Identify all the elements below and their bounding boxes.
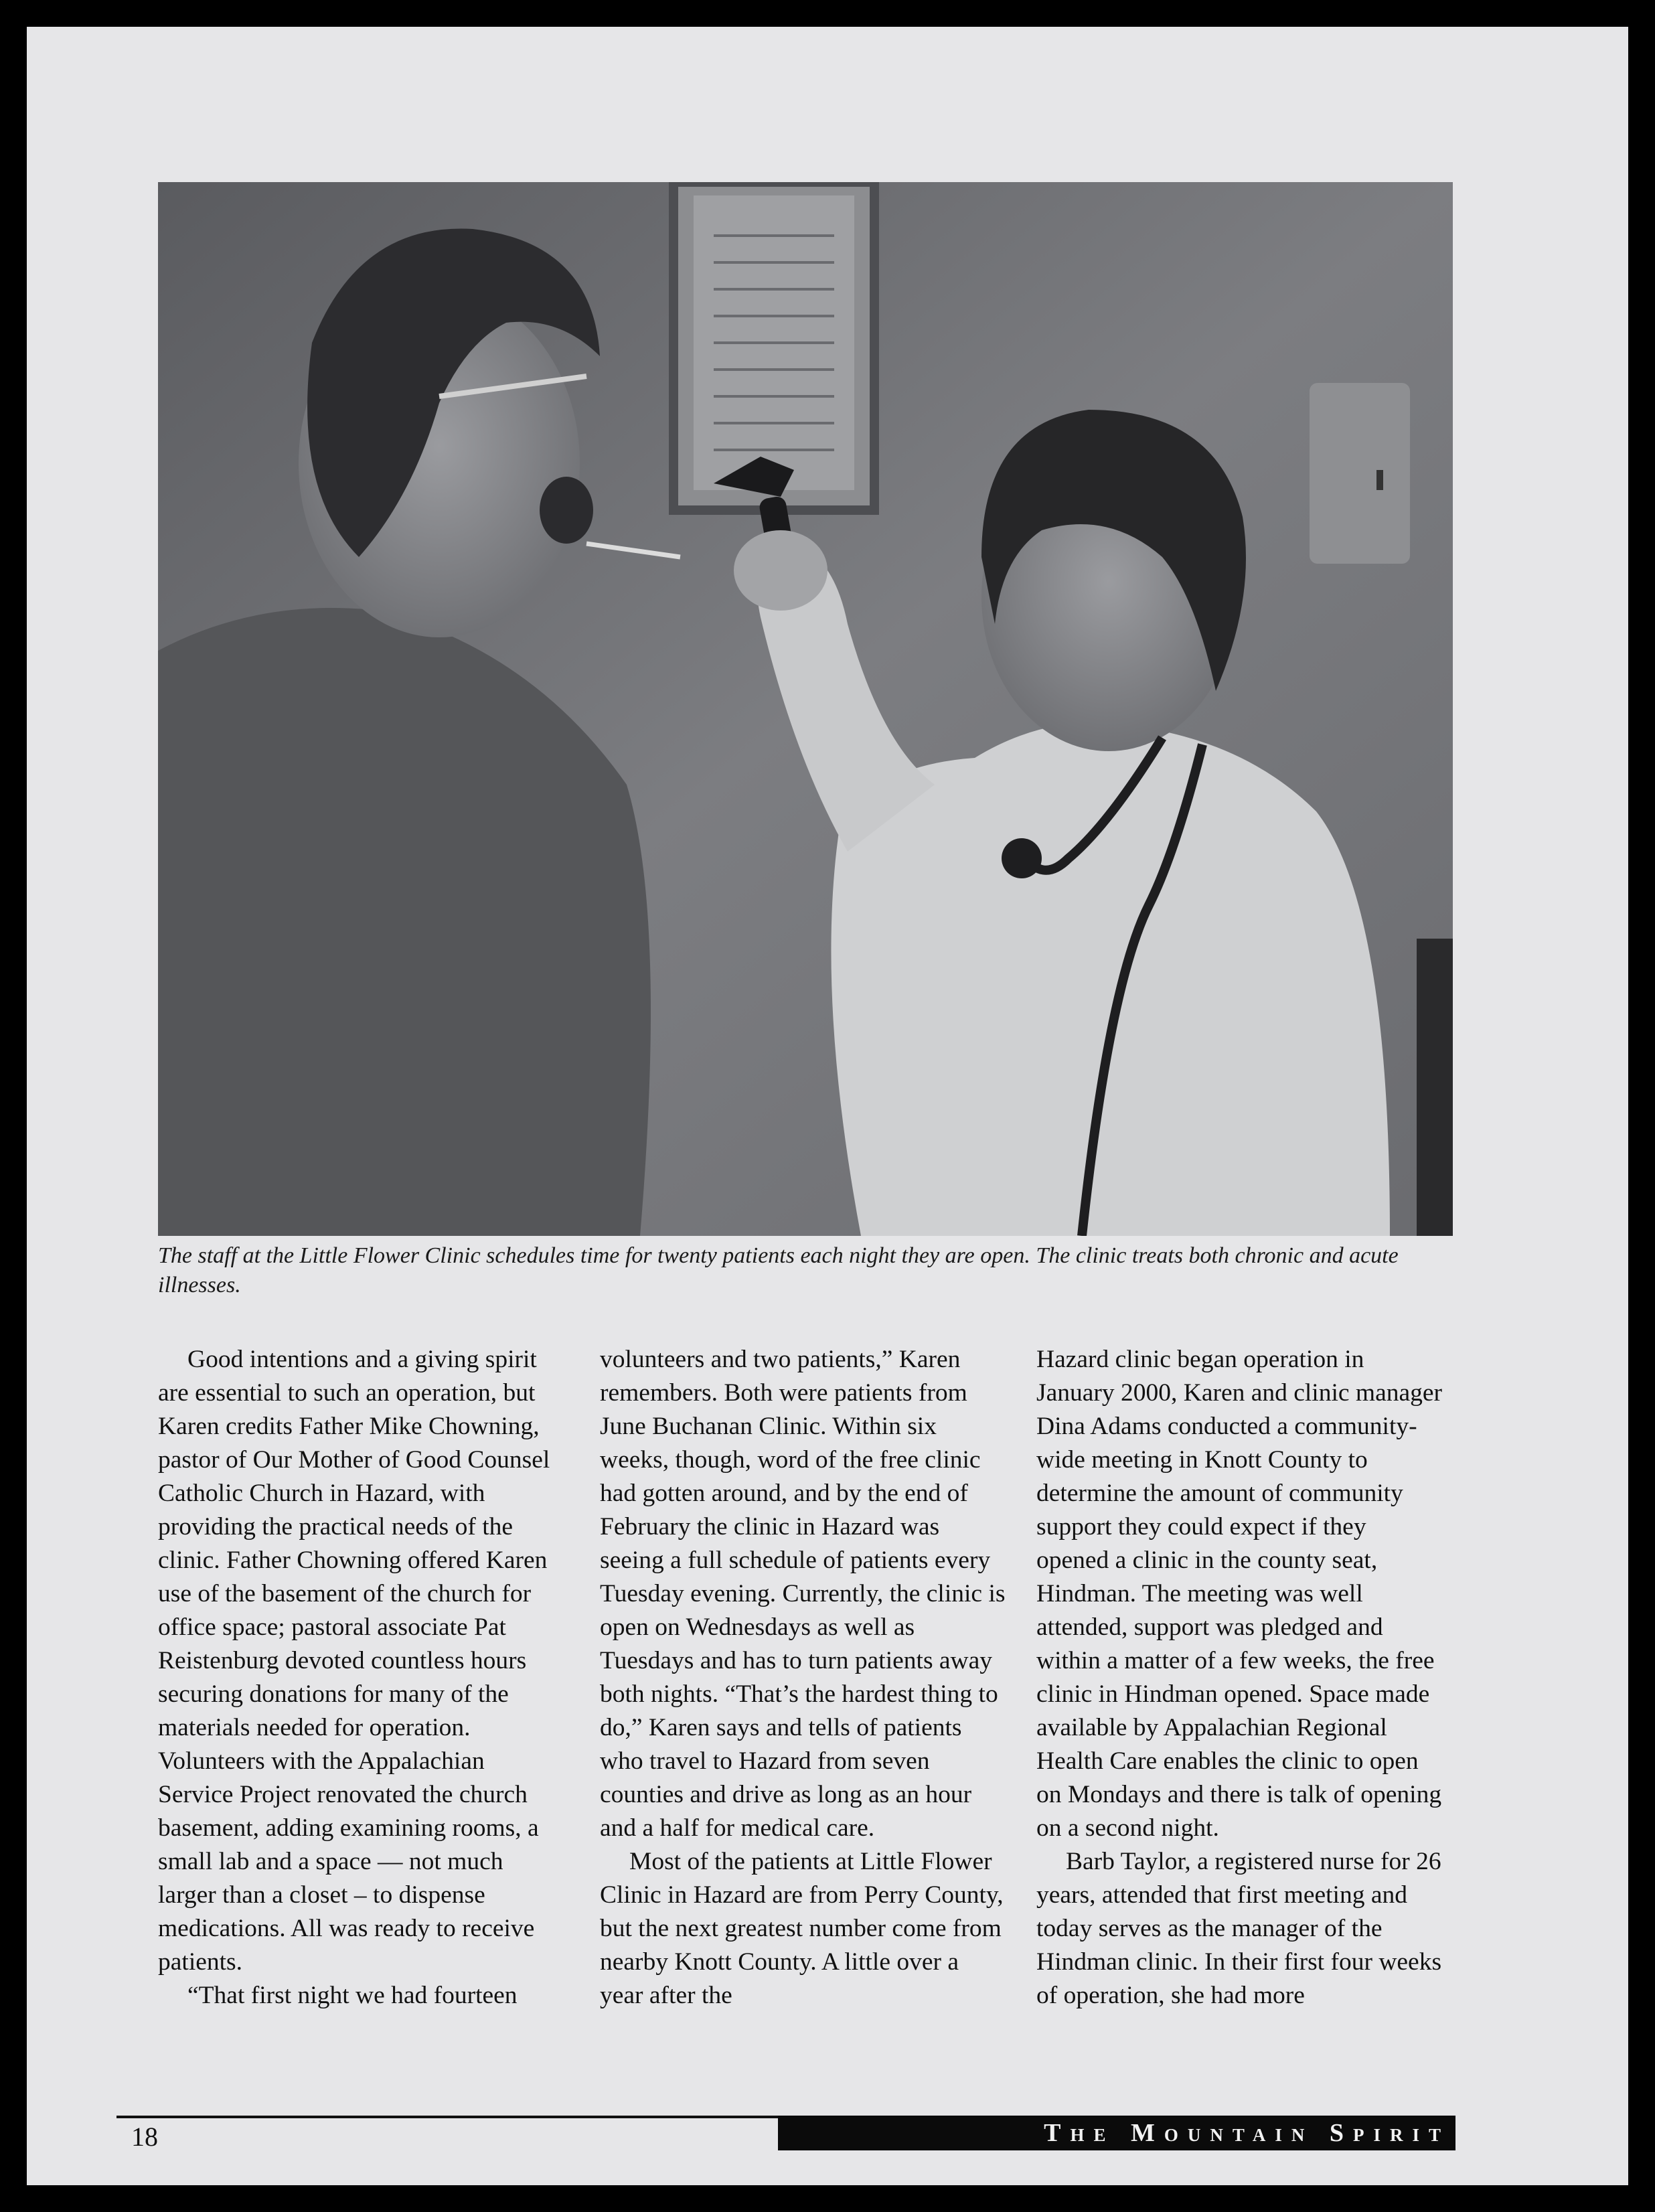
- photo-clinic-exam-icon: [158, 182, 1453, 1236]
- article-body: [158, 1343, 1453, 2053]
- article-column-2: [600, 1343, 1007, 2012]
- article-column-3: [1036, 1343, 1443, 2012]
- clinic-exam-photo: [158, 182, 1453, 1236]
- paragraph: Good intentions and a giving spirit are essential to such an operation, but Karen credits Father Mike Chowning, pastor of Our Mother of Good Counsel Catholic Church in Hazard, with providing the practical needs of the clinic. Father Chowning offered Karen use of the basement of the church for office space; pastoral associate Pat Reistenburg devoted countless hours securing donations for many of the materials needed for operation. Volunteers with the Appalachian Service Project renovated the church basement, adding examining rooms, a small lab and a space — not much larger than a closet – to dispense medications. All was ready to receive patients.: [158, 1346, 550, 1976]
- footer-rule: [116, 2116, 806, 2118]
- masthead-banner: The Mountain Spirit: [778, 2116, 1455, 2150]
- paragraph: Barb Taylor, a registered nurse for 26 years, attended that first meeting and today serves as the manager of the Hindman clinic. In their first four weeks of operation, she had more: [1036, 1848, 1442, 2009]
- paragraph: Hazard clinic began operation in January 2000, Karen and clinic manager Dina Adams conducted a community-wide meeting in Knott County to determine the amount of community support they could expect if they opened a clinic in the county seat, Hindman. The meeting was well attended, support was pledged and within a matter of a few weeks, the free clinic in Hindman opened. Space made available by Appalachian Regional Health Care enables the clinic to open on Mondays and there is talk of opening on a second night.: [1036, 1346, 1443, 1842]
- paragraph: Most of the patients at Little Flower Clinic in Hazard are from Perry County, but the next greatest number come from nearby Knott County. A little over a year after the: [600, 1848, 1004, 2009]
- paragraph: “That first night we had fourteen: [187, 1982, 518, 2009]
- page-number: 18: [131, 2122, 158, 2152]
- article-column-1: [158, 1343, 565, 2012]
- magazine-page: [27, 27, 1628, 2185]
- paragraph: volunteers and two patients,” Karen remembers. Both were patients from June Buchanan Clinic. Within six weeks, though, word of the free clinic had gotten around, and by the end of February the clinic in Hazard was seeing a full schedule of patients every Tuesday evening. Currently, the clinic is open on Wednesdays as well as Tuesdays and has to turn patients away both nights. “That’s the hardest thing to do,” Karen says and tells of patients who travel to Hazard from seven counties and drive as long as an hour and a half for medical care.: [600, 1346, 1006, 1842]
- photo-caption: The staff at the Little Flower Clinic schedules time for twenty patients each night they are open. The clinic treats both chronic and acute illnesses.: [158, 1243, 1399, 1297]
